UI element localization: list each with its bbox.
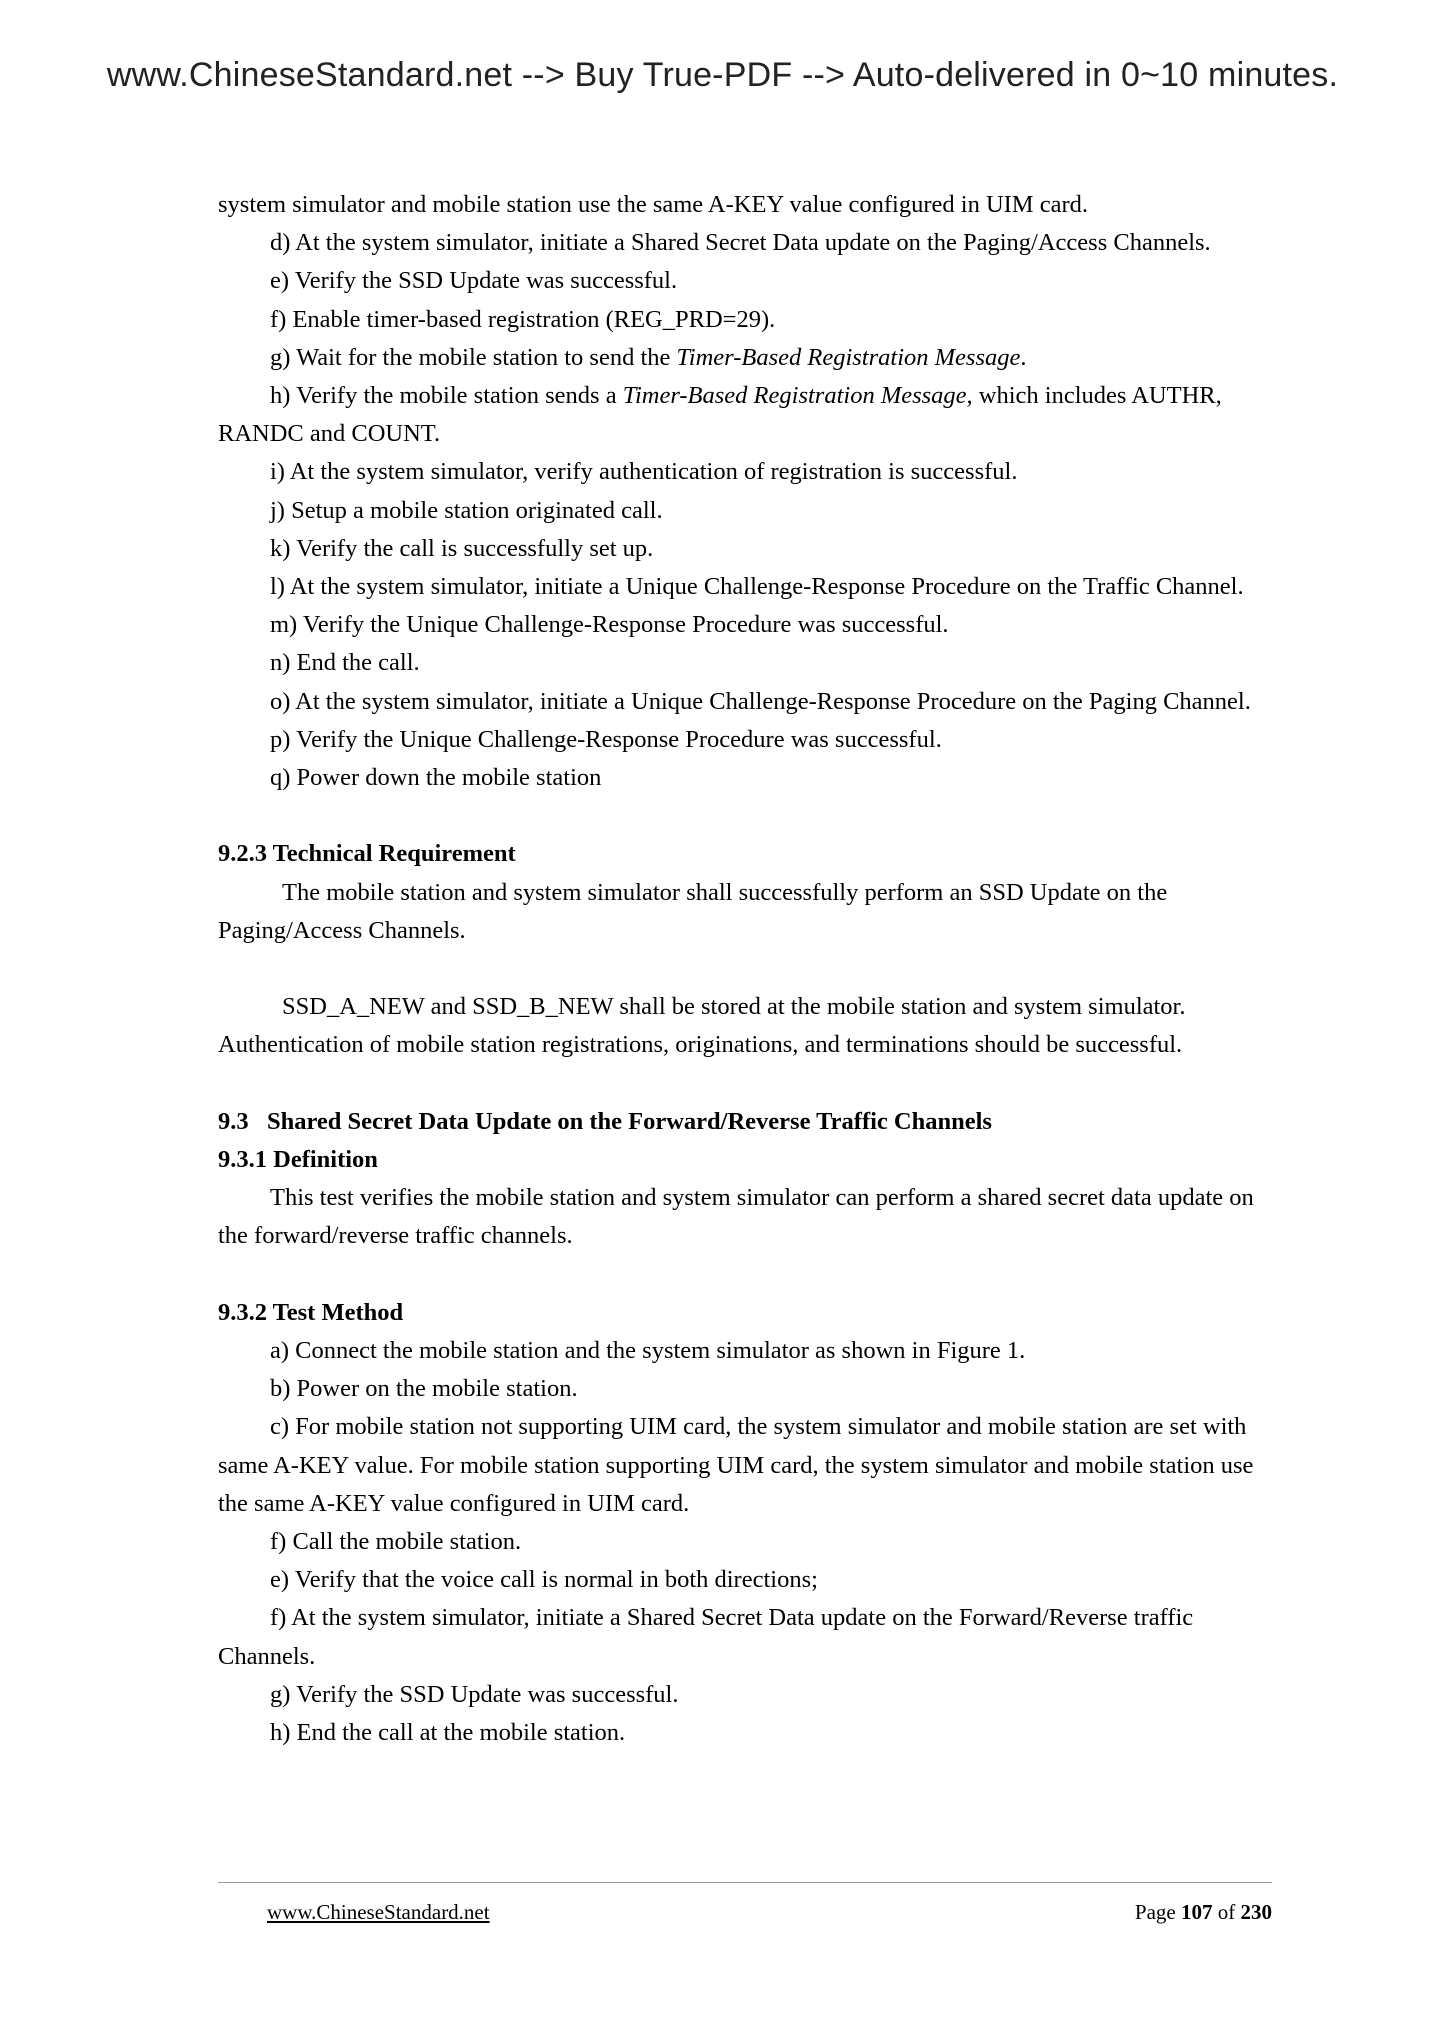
step-p: p) Verify the Unique Challenge-Response Procedure was successful. <box>270 725 942 753</box>
banner-link[interactable]: www.ChineseStandard.net --> Buy True-PDF --> Auto-delivered in 0~10 minutes. <box>106 56 1339 94</box>
step-h-text: h) Verify the mobile station sends a <box>270 382 623 410</box>
step-f: f) Enable timer-based registration (REG_PRD=29). <box>270 305 776 333</box>
step-g-end: . <box>1020 343 1027 371</box>
page-prefix: Page <box>1134 1900 1181 1924</box>
section-heading-93: 9.3 Shared Secret Data Update on the Forward/Reverse Traffic Channels <box>218 1107 992 1135</box>
method-step-h: h) End the call at the mobile station. <box>270 1719 626 1747</box>
spacer <box>218 1256 1278 1294</box>
method-step-g: g) Verify the SSD Update was successful. <box>270 1680 679 1708</box>
method-step-b: b) Power on the mobile station. <box>270 1375 578 1403</box>
step-g-text: g) Wait for the mobile station to send the <box>270 343 677 371</box>
step-k: k) Verify the call is successfully set up. <box>270 534 654 562</box>
step-q: q) Power down the mobile station <box>270 764 602 792</box>
page-current: 107 <box>1181 1900 1213 1924</box>
step-l: l) At the system simulator, initiate a Unique Challenge-Response Procedure on the Traffic Channel. <box>270 573 1244 601</box>
spacer <box>218 950 1278 988</box>
step-h <box>218 377 1278 453</box>
page-of: of <box>1212 1900 1241 1924</box>
section-heading-923: 9.2.3 Technical Requirement <box>218 840 516 868</box>
step-o: o) At the system simulator, initiate a Unique Challenge-Response Procedure on the Paging Channel. <box>270 687 1251 715</box>
step-g-message-name: Timer-Based Registration Message <box>676 343 1021 371</box>
step-g <box>218 339 1278 377</box>
step-j: j) Setup a mobile station originated call. <box>270 496 663 524</box>
step-e: e) Verify the SSD Update was successful. <box>270 267 678 295</box>
step-h-end: which includes AUTHR, RANDC and COUNT. <box>218 382 1222 448</box>
step-c-continuation: system simulator and mobile station use the same A-KEY value configured in UIM card. <box>218 191 1089 218</box>
method-step-f2: f) At the system simulator, initiate a Shared Secret Data update on the Forward/Reverse traffic Channels. <box>218 1604 1194 1670</box>
step-d: d) At the system simulator, initiate a Shared Secret Data update on the Paging/Access Channels. <box>270 229 1211 257</box>
page-number <box>1135 1900 1272 1925</box>
step-h-message-name: Timer-Based Registration Message, <box>622 382 973 410</box>
technical-requirement-para2: SSD_A_NEW and SSD_B_NEW shall be stored at the mobile station and system simulator. Authentication of mobile station registrations, originations, and terminations should be successful. <box>218 993 1186 1059</box>
document-body <box>218 186 1278 1752</box>
step-n: n) End the call. <box>270 649 420 677</box>
page-total: 230 <box>1240 1900 1272 1924</box>
method-step-c: c) For mobile station not supporting UIM card, the system simulator and mobile station are set with same A-KEY value. For mobile station supporting UIM card, the system simulator and mobile station use the same A-KEY value configured in UIM card. <box>218 1413 1254 1517</box>
step-i: i) At the system simulator, verify authentication of registration is successful. <box>270 458 1018 486</box>
method-step-a: a) Connect the mobile station and the system simulator as shown in Figure 1. <box>270 1337 1026 1365</box>
footer-website-link[interactable]: www.ChineseStandard.net <box>267 1900 490 1924</box>
spacer <box>218 797 1278 835</box>
method-step-f1: f) Call the mobile station. <box>270 1528 522 1556</box>
spacer <box>218 1065 1278 1103</box>
definition-para: This test verifies the mobile station and system simulator can perform a shared secret data update on the forward/reverse traffic channels. <box>218 1184 1254 1250</box>
step-m: m) Verify the Unique Challenge-Response Procedure was successful. <box>270 611 949 639</box>
technical-requirement-para1: The mobile station and system simulator shall successfully perform an SSD Update on the Paging/Access Channels. <box>218 878 1168 944</box>
section-heading-931: 9.3.1 Definition <box>218 1146 378 1174</box>
footer-divider <box>218 1882 1272 1883</box>
method-step-e: e) Verify that the voice call is normal in both directions; <box>270 1566 818 1594</box>
section-heading-932: 9.3.2 Test Method <box>218 1298 404 1326</box>
